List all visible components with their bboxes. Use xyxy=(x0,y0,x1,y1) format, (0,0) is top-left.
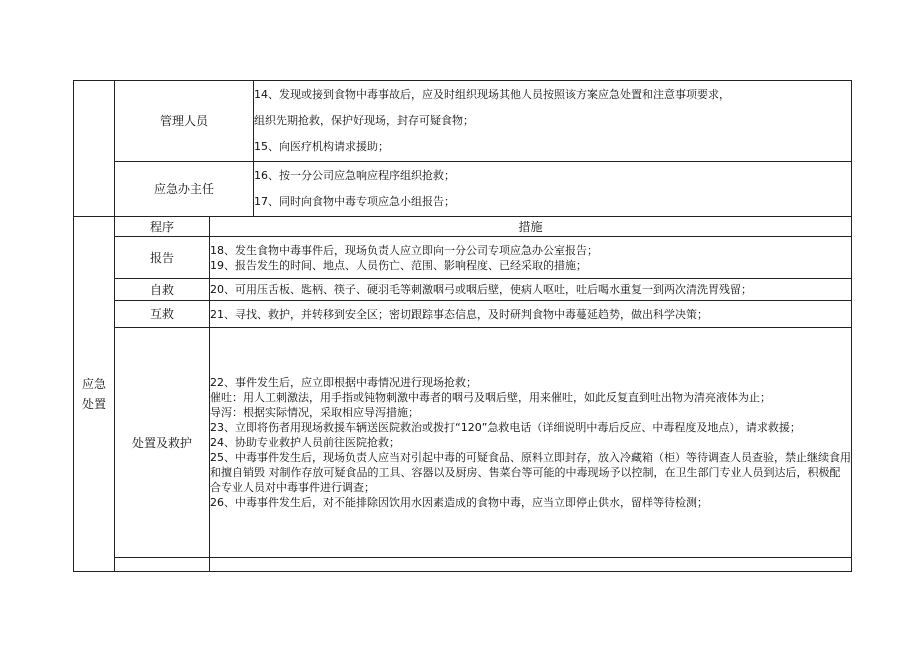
measure-line: 20、可用压舌板、匙柄、筷子、硬羽毛等刺激咽弓或咽后壁，使病人呕吐，吐后喝水重复一到两次清洗胃残留； xyxy=(210,283,752,296)
measure-line: 24、协助专业救护人员前往医院抢救； xyxy=(210,436,400,449)
blank-cell xyxy=(115,558,210,572)
procedure-measures xyxy=(210,328,852,558)
duty-line: 14、发现或接到食物中毒事故后，应及时组织现场其他人员按照该方案应急处置和注意事项要求， xyxy=(254,88,731,101)
section-label-line: 处置 xyxy=(81,397,106,411)
measure-line: 21、寻找、救护，并转移到安全区；密切跟踪事态信息，及时研判食物中毒蔓延趋势，做出科学决策； xyxy=(210,307,708,321)
section-label xyxy=(74,217,115,572)
table-row xyxy=(74,328,852,558)
table-row xyxy=(74,237,852,279)
procedure-header: 程序 xyxy=(115,217,210,237)
role-duties xyxy=(254,162,852,217)
procedure-label: 自救 xyxy=(115,279,210,301)
emergency-response-table xyxy=(73,80,852,572)
role-label: 应急办主任 xyxy=(115,162,254,217)
procedure-label: 处置及救护 xyxy=(115,328,210,558)
measure-line: 18、发生食物中毒事件后，现场负责人应立即向一分公司专项应急办公室报告； xyxy=(210,243,598,257)
procedure-measures xyxy=(210,301,852,328)
measure-line: 25、中毒事件发生后，现场负责人应当对引起中毒的可疑食品、原料立即封存，放入冷藏箱（柜）等待调查人员查验，禁止继续食用和擅自销毁 对制作存放可疑食品的工具、容器以及厨房、售菜台等可能的中毒现场予以控制，在卫生部门专业人员到达后，积极配合专业人员对中毒事件进行调查； xyxy=(210,451,851,494)
blank-cell xyxy=(74,81,115,217)
table-row xyxy=(74,279,852,301)
procedure-label: 报告 xyxy=(115,237,210,279)
measure-line: 23、立即将伤者用现场救援车辆送医院救治或拨打“120”急救电话（详细说明中毒后反应、中毒程度及地点），请求救援； xyxy=(210,421,801,434)
procedure-label: 互救 xyxy=(115,301,210,328)
table-row xyxy=(74,162,852,217)
measures-header: 措施 xyxy=(210,217,852,237)
table-header-row xyxy=(74,217,852,237)
section-label-line: 应急 xyxy=(81,377,106,391)
measure-line: 19、报告发生的时间、地点、人员伤亡、范围、影响程度、已经采取的措施； xyxy=(210,258,587,272)
procedure-measures xyxy=(210,237,852,279)
table-row xyxy=(74,558,852,572)
duty-line: 15、向医疗机构请求援助； xyxy=(254,140,390,153)
duty-line: 组织先期抢救，保护好现场，封存可疑食物； xyxy=(254,114,475,127)
measure-line: 22、事件发生后，应立即根据中毒情况进行现场抢救； xyxy=(210,376,477,389)
measure-line: 导泻：根据实际情况，采取相应导泻措施； xyxy=(210,406,419,419)
duty-line: 17、同时向食物中毒专项应急小组报告； xyxy=(254,195,456,208)
duty-line: 16、按一分公司应急响应程序组织抢救； xyxy=(254,169,456,182)
blank-cell xyxy=(210,558,852,572)
measure-line: 催吐：用人工刺激法，用手指或钝物刺激中毒者的咽弓及咽后壁，用来催吐，如此反复直到吐出物为清亮液体为止； xyxy=(210,391,771,404)
procedure-measures xyxy=(210,279,852,301)
table-row xyxy=(74,301,852,328)
role-duties xyxy=(254,81,852,162)
role-label: 管理人员 xyxy=(115,81,254,162)
measure-line: 26、中毒事件发生后，对不能排除因饮用水因素造成的食物中毒，应当立即停止供水，留样等待检测； xyxy=(210,496,708,509)
table-row xyxy=(74,81,852,162)
